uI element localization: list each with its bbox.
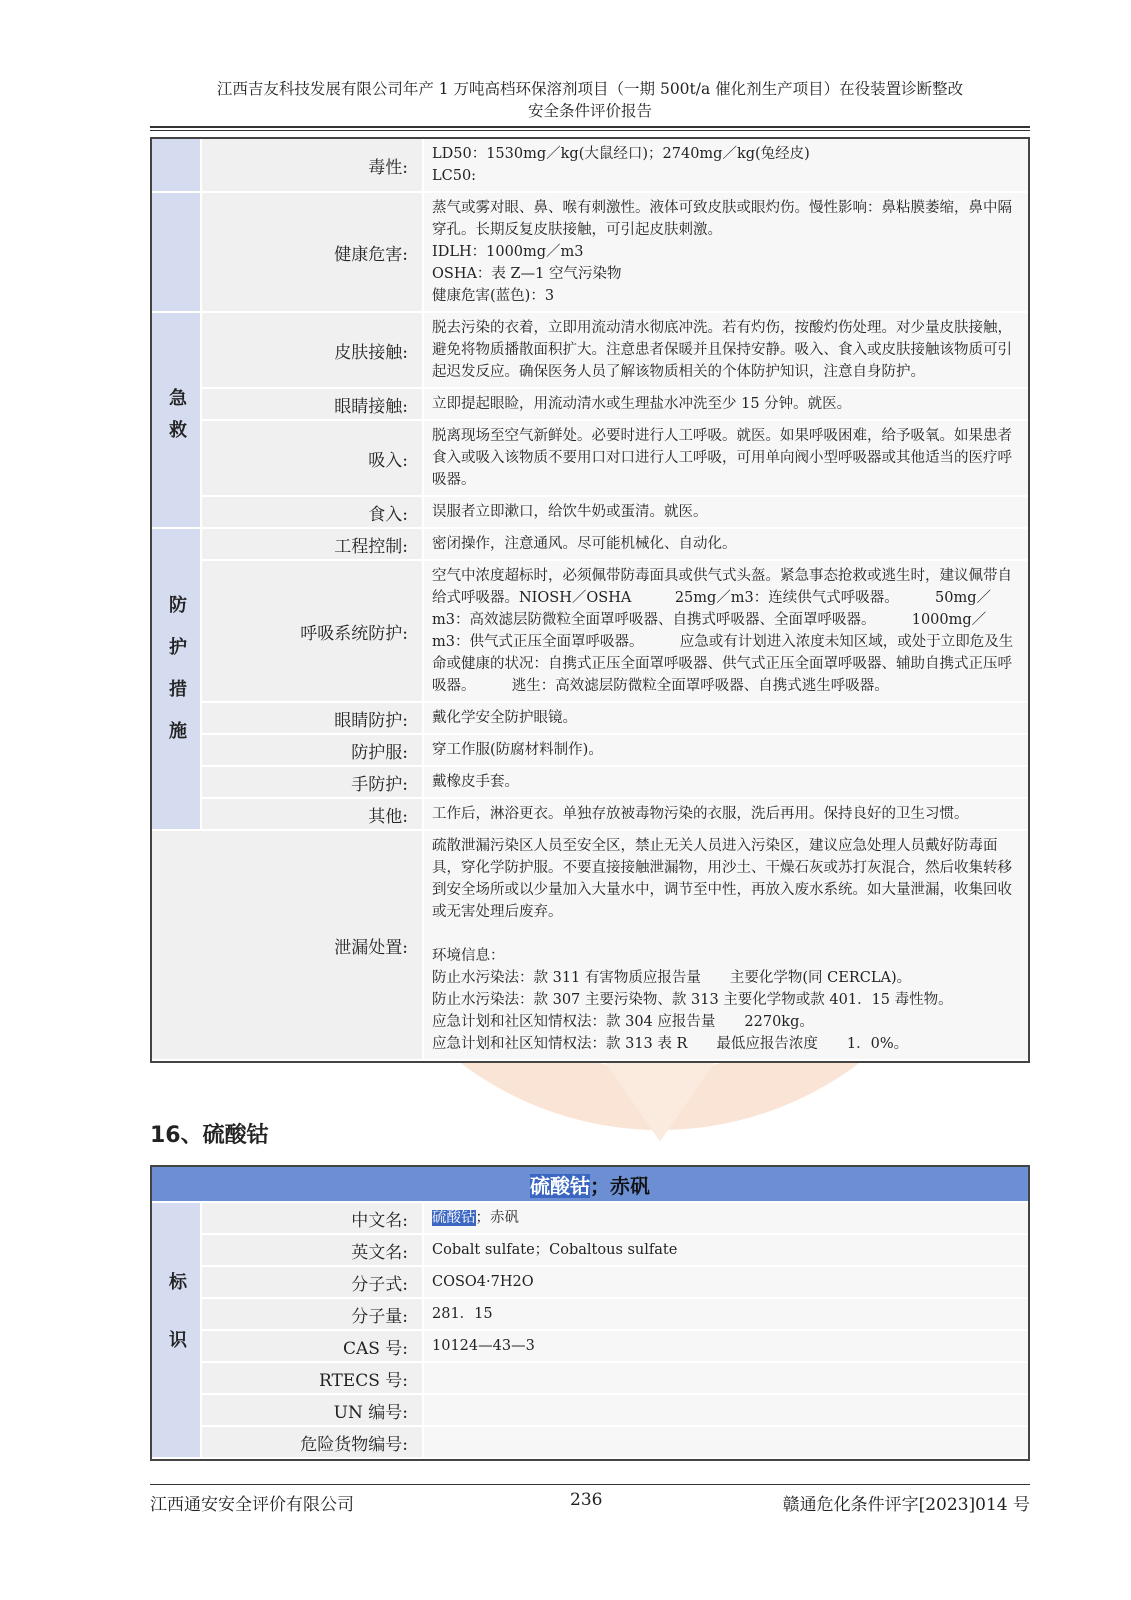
- label-skin-contact: 皮肤接触:: [202, 313, 424, 389]
- label-health-hazard: 健康危害:: [202, 193, 424, 313]
- label-ingestion: 食入:: [202, 497, 424, 529]
- label-molecular-weight: 分子量:: [202, 1299, 424, 1331]
- label-dangerous-goods-number: 危险货物编号:: [202, 1427, 424, 1459]
- row-toxicity: [152, 139, 1028, 193]
- row-formula: [152, 1267, 1028, 1299]
- row-cas: [152, 1331, 1028, 1363]
- row-other-protection: [152, 799, 1028, 831]
- page-header: [150, 78, 1030, 122]
- footer-company: 江西通安安全评价有限公司: [150, 1495, 354, 1515]
- row-health-hazard: [152, 193, 1028, 313]
- value-engineering-control: 密闭操作，注意通风。尽可能机械化、自动化。: [424, 529, 1028, 561]
- section-heading: 16、硫酸钴: [150, 1123, 269, 1148]
- header-title: 江西吉友科技发展有限公司年产 1 万吨高档环保溶剂项目（一期 500t/a 催化剂生产项目）在役装置诊断整改: [216, 80, 964, 98]
- value-un-number: [424, 1395, 1028, 1427]
- label-formula: 分子式:: [202, 1267, 424, 1299]
- value-ingestion: 误服者立即漱口，给饮牛奶或蛋清。就医。: [424, 497, 1028, 529]
- footer-doc-number: 赣通危化条件评字[2023]014 号: [782, 1495, 1030, 1515]
- row-protective-clothing: [152, 735, 1028, 767]
- msds-table-cobalt-sulfate: [150, 1165, 1030, 1461]
- row-dangerous-goods-number: [152, 1427, 1028, 1459]
- row-eye-protection: [152, 703, 1028, 735]
- row-eye-contact: [152, 389, 1028, 421]
- value-respiratory-protection: 空气中浓度超标时，必须佩带防毒面具或供气式头盔。紧急事态抢救或逃生时，建议佩带自给式呼吸器。NIOSH／OSHA 25mg／m3：连续供气式呼吸器。 50mg／m3：高效滤层防微粒全面罩呼吸器、自携式呼吸器、全面罩呼吸器。 1000mg／m3：供气式正压全面罩呼吸器。 应急或有计划进入浓度未知区域，或处于立即危及生命或健康的状况：自携式正压全面罩呼吸器、供气式正压全面罩呼吸器、辅助自携式正压呼吸器。 逃生：高效滤层防微粒全面罩呼吸器、自携式逃生呼吸器。: [424, 561, 1028, 703]
- row-spill-disposal: [152, 831, 1028, 1061]
- label-inhalation: 吸入:: [202, 421, 424, 497]
- value-molecular-weight: 281．15: [424, 1299, 1028, 1331]
- label-english-name: 英文名:: [202, 1235, 424, 1267]
- row-engineering-control: [152, 529, 1028, 561]
- value-other-protection: 工作后，淋浴更衣。单独存放被毒物污染的衣服，洗后再用。保持良好的卫生习惯。: [424, 799, 1028, 831]
- value-spill-disposal: 疏散泄漏污染区人员至安全区，禁止无关人员进入污染区，建议应急处理人员戴好防毒面具，穿化学防护服。不要直接接触泄漏物，用沙土、干燥石灰或苏打灰混合，然后收集转移到安全场所或以少量加入大量水中，调节至中性，再放入废水系统。如大量泄漏，收集回收或无害处理后废弃。 环境信息： 防止水污染法：款 311 有害物质应报告量 主要化学物(同 CERCLA)。 防止水污染法：款 307 主要污染物、款 313 主要化学物或款 401．15 毒性物。 应急计划和社区知情权法：款 304 应报告量 2270kg。 应急计划和社区知情权法：款 313 表 R 最低应报告浓度 1．0%。: [424, 831, 1028, 1061]
- label-other-protection: 其他:: [202, 799, 424, 831]
- header-subtitle: 安全条件评价报告: [527, 102, 652, 120]
- value-cas: 10124—43—3: [424, 1331, 1028, 1363]
- value-hand-protection: 戴橡皮手套。: [424, 767, 1028, 799]
- table-title-row: [152, 1167, 1028, 1203]
- value-inhalation: 脱离现场至空气新鲜处。必要时进行人工呼吸。就医。如果呼吸困难，给予吸氧。如果患者食入或吸入该物质不要用口对口进行人工呼吸，可用单向阀小型呼吸器或其他适当的医疗呼吸器。: [424, 421, 1028, 497]
- label-engineering-control: 工程控制:: [202, 529, 424, 561]
- page-number: 236: [570, 1490, 603, 1510]
- row-ingestion: [152, 497, 1028, 529]
- value-health-hazard: 蒸气或雾对眼、鼻、喉有刺激性。液体可致皮肤或眼灼伤。慢性影响：鼻粘膜萎缩，鼻中隔穿孔。长期反复皮肤接触，可引起皮肤刺激。 IDLH：1000mg／m3 OSHA：表 Z—1 空气污染物 健康危害(蓝色)：3: [424, 193, 1028, 313]
- row-hand-protection: [152, 767, 1028, 799]
- table-title: 硫酸钴；赤矾: [152, 1167, 1028, 1203]
- footer-rule: [150, 1484, 1030, 1485]
- value-rtecs: [424, 1363, 1028, 1395]
- category-identification: 标识: [152, 1203, 202, 1459]
- value-protective-clothing: 穿工作服(防腐材料制作)。: [424, 735, 1028, 767]
- value-dangerous-goods-number: [424, 1427, 1028, 1459]
- label-spill-disposal: 泄漏处置:: [152, 831, 424, 1061]
- row-rtecs: [152, 1363, 1028, 1395]
- row-molecular-weight: [152, 1299, 1028, 1331]
- row-chinese-name: [152, 1203, 1028, 1235]
- label-un-number: UN 编号:: [202, 1395, 424, 1427]
- header-rule: [150, 126, 1030, 131]
- label-chinese-name: 中文名:: [202, 1203, 424, 1235]
- label-protective-clothing: 防护服:: [202, 735, 424, 767]
- label-respiratory-protection: 呼吸系统防护:: [202, 561, 424, 703]
- row-skin-contact: [152, 313, 1028, 389]
- category-blank: [152, 193, 202, 313]
- value-english-name: Cobalt sulfate；Cobaltous sulfate: [424, 1235, 1028, 1267]
- label-rtecs: RTECS 号:: [202, 1363, 424, 1395]
- value-formula: COSO4·7H2O: [424, 1267, 1028, 1299]
- value-toxicity: LD50：1530mg／kg(大鼠经口)；2740mg／kg(兔经皮) LC50:: [424, 139, 1028, 193]
- row-respiratory-protection: [152, 561, 1028, 703]
- category-first-aid: 急救: [152, 313, 202, 529]
- label-eye-contact: 眼睛接触:: [202, 389, 424, 421]
- category-protection: 防护措施: [152, 529, 202, 831]
- value-skin-contact: 脱去污染的衣着，立即用流动清水彻底冲洗。若有灼伤，按酸灼伤处理。对少量皮肤接触，避免将物质播散面积扩大。注意患者保暖并且保持安静。吸入、食入或皮肤接触该物质可引起迟发反应。确保医务人员了解该物质相关的个体防护知识，注意自身防护。: [424, 313, 1028, 389]
- label-hand-protection: 手防护:: [202, 767, 424, 799]
- label-cas: CAS 号:: [202, 1331, 424, 1363]
- value-eye-contact: 立即提起眼睑，用流动清水或生理盐水冲洗至少 15 分钟。就医。: [424, 389, 1028, 421]
- label-eye-protection: 眼睛防护:: [202, 703, 424, 735]
- value-eye-protection: 戴化学安全防护眼镜。: [424, 703, 1028, 735]
- label-toxicity: 毒性:: [202, 139, 424, 193]
- row-un-number: [152, 1395, 1028, 1427]
- row-inhalation: [152, 421, 1028, 497]
- row-english-name: [152, 1235, 1028, 1267]
- msds-table-continued: [150, 137, 1030, 1063]
- category-blank: [152, 139, 202, 193]
- value-chinese-name: 硫酸钴；赤矾: [424, 1203, 1028, 1235]
